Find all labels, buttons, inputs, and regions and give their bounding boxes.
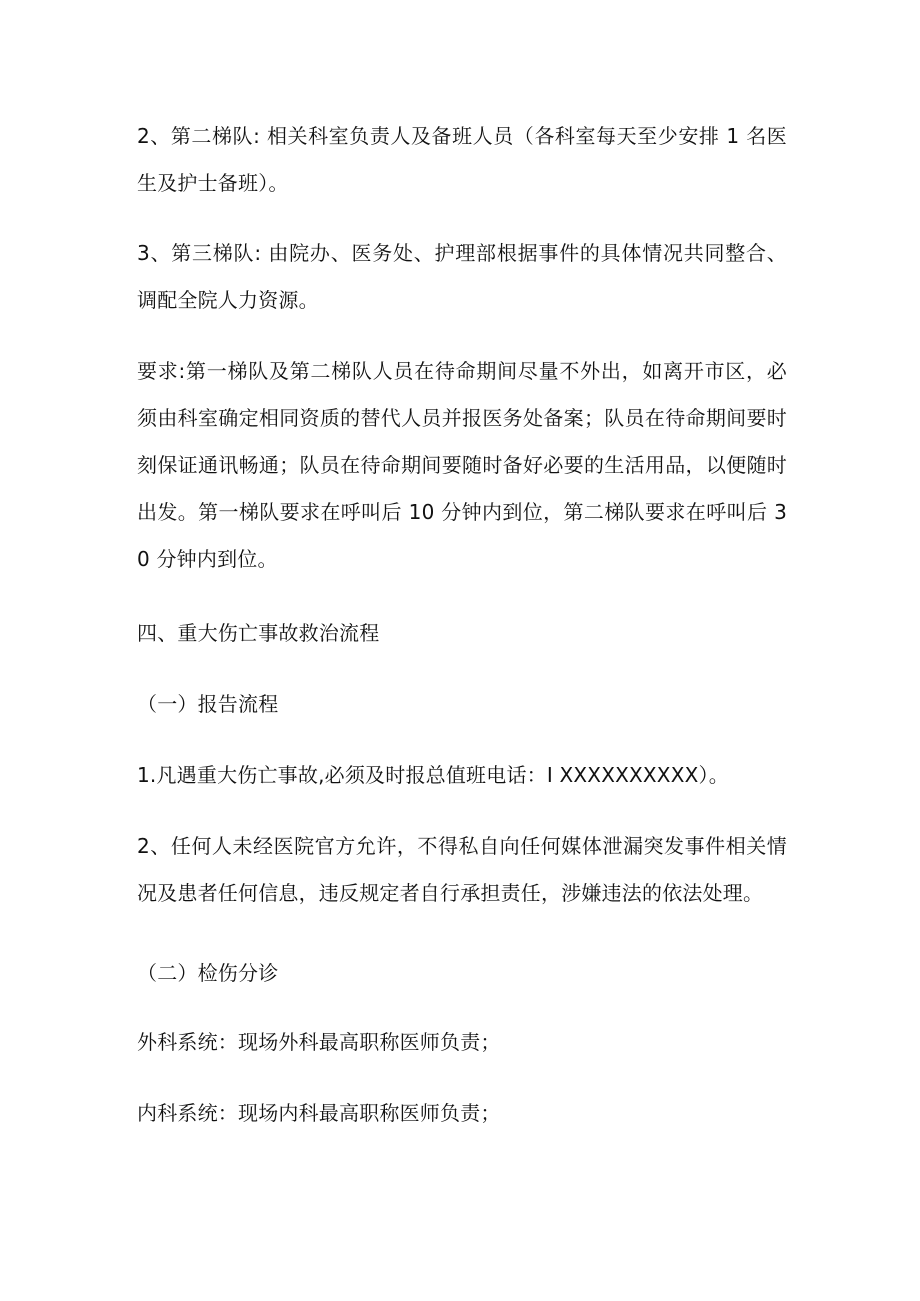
subheading-triage: （二）检伤分诊	[137, 961, 279, 985]
paragraph-second-tier: 2、第二梯队: 相关科室负责人及备班人员（各科室每天至少安排 1 名医生及护士备班）。	[137, 124, 787, 195]
paragraph-report-phone: 1.凡遇重大伤亡事故,必须及时报总值班电话：I XXXXXXXXXX）。	[137, 763, 729, 787]
paragraph-third-tier: 3、第三梯队: 由院办、医务处、护理部根据事件的具体情况共同整合、调配全院人力资源。	[137, 241, 787, 312]
paragraph-surgery-system: 外科系统：现场外科最高职称医师负责；	[137, 1030, 501, 1054]
paragraph-internal-medicine-system: 内科系统：现场内科最高职称医师负责；	[137, 1101, 501, 1125]
section-heading-4: 四、重大伤亡事故救治流程	[137, 621, 380, 645]
subheading-report-process: （一）报告流程	[137, 692, 279, 716]
paragraph-media-rule: 2、任何人未经医院官方允许，不得私自向任何媒体泄漏突发事件相关情况及患者任何信息，违反规定者自行承担责任，涉嫌违法的依法处理。	[137, 834, 787, 905]
paragraph-requirements: 要求:第一梯队及第二梯队人员在待命期间尽量不外出，如离开市区，必须由科室确定相同资质的替代人员并报医务处备案；队员在待命期间要时刻保证通讯畅通；队员在待命期间要随时备好必要的生活用品，以便随时出发。第一梯队要求在呼叫后 10 分钟内到位，第二梯队要求在呼叫后 30 分钟内到位。	[137, 359, 787, 571]
